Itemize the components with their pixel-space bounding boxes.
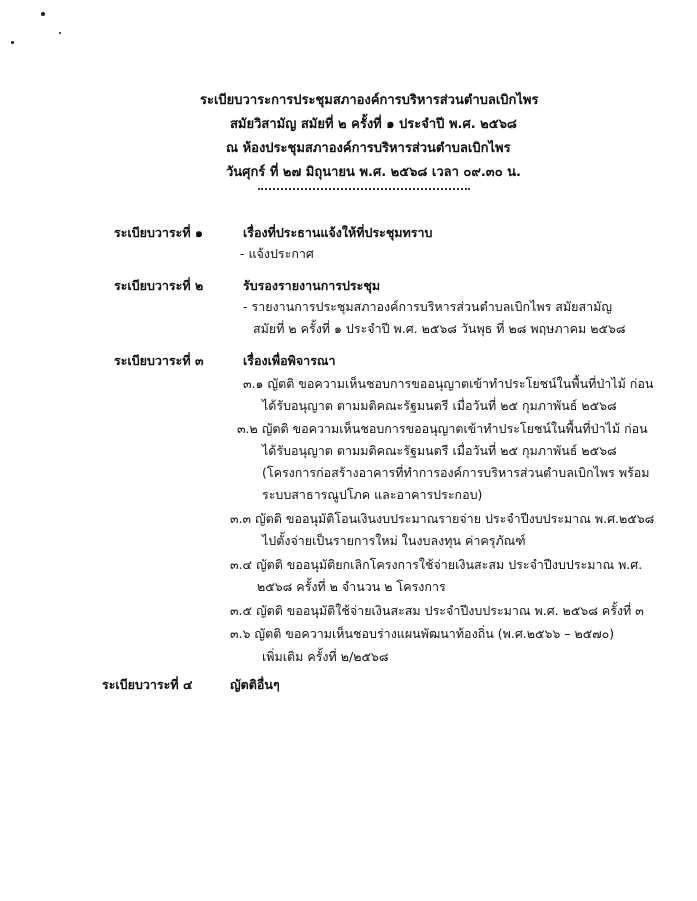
doc-title: ระเบียบวาระการประชุมสภาองค์การบริหารส่วนตำบลเบิกไพร	[200, 93, 539, 108]
agenda-4-title: ญัตติอื่นๆ	[230, 677, 280, 692]
agenda-2-line: - รายงานการประชุมสภาองค์การบริหารส่วนตำบลเบิกไพร สมัยสามัญ	[243, 299, 613, 314]
agenda-1-label: ระเบียบวาระที่ ๑	[114, 225, 203, 240]
agenda-2-label: ระเบียบวาระที่ ๒	[114, 278, 204, 293]
scan-speck	[41, 12, 45, 16]
agenda-1-title: เรื่องที่ประธานแจ้งให้ที่ประชุมทราบ	[243, 225, 433, 240]
session-line: สมัยวิสามัญ สมัยที่ ๒ ครั้งที่ ๑ ประจำปี พ.ศ. ๒๕๖๘	[230, 117, 517, 132]
agenda-3-item-3-3: ๓.๓ ญัตติ ขออนุมัติโอนเงินงบประมาณรายจ่าย ประจำปีงบประมาณ พ.ศ.๒๕๖๘	[230, 511, 655, 526]
agenda-3-item-3-2-cont: (โครงการก่อสร้างอาคารที่ทำการองค์การบริหารส่วนตำบลเบิกไพร พร้อม	[262, 465, 650, 480]
agenda-3-item-3-1: ๓.๑ ญัตติ ขอความเห็นชอบการขออนุญาตเข้าทำประโยชน์ในพื้นที่ป่าไม้ ก่อน	[243, 376, 654, 391]
agenda-2-line: สมัยที่ ๒ ครั้งที่ ๑ ประจำปี พ.ศ. ๒๕๖๘ วันพุธ ที่ ๒๘ พฤษภาคม ๒๕๖๘	[253, 321, 626, 336]
agenda-3-label: ระเบียบวาระที่ ๓	[114, 353, 204, 368]
agenda-2-title: รับรองรายงานการประชุม	[243, 278, 381, 293]
dotted-separator	[258, 186, 470, 190]
venue-line: ณ ห้องประชุมสภาองค์การบริหารส่วนตำบลเบิกไพร	[226, 141, 511, 156]
agenda-3-title: เรื่องเพื่อพิจารณา	[243, 353, 336, 368]
agenda-3-item-3-6-cont: เพิ่มเติม ครั้งที่ ๒/๒๕๖๘	[262, 649, 389, 664]
agenda-4-label: ระเบียบวาระที่ ๔	[102, 677, 193, 692]
agenda-3-item-3-3-cont: ไปตั้งจ่ายเป็นรายการใหม่ ในงบลงทุน ค่าครุภัณฑ์	[262, 533, 526, 548]
scan-speck	[11, 41, 14, 44]
agenda-3-item-3-5: ๓.๕ ญัตติ ขออนุมัติใช้จ่ายเงินสะสม ประจำปีงบประมาณ พ.ศ. ๒๕๖๘ ครั้งที่ ๓	[230, 603, 644, 618]
agenda-3-item-3-1-cont: ได้รับอนุญาต ตามมติคณะรัฐมนตรี เมื่อวันที่ ๒๕ กุมภาพันธ์ ๒๕๖๘	[262, 398, 617, 413]
scan-speck	[59, 32, 61, 34]
agenda-3-item-3-4: ๓.๔ ญัตติ ขออนุมัติยกเลิกโครงการใช้จ่ายเงินสะสม ประจำปีงบประมาณ พ.ศ.	[230, 557, 643, 572]
agenda-3-item-3-2: ๓.๒ ญัตติ ขอความเห็นชอบการขออนุญาตเข้าทำประโยชน์ในพื้นที่ป่าไม้ ก่อน	[237, 421, 648, 436]
agenda-3-item-3-6: ๓.๖ ญัตติ ขอความเห็นชอบร่างแผนพัฒนาท้องถิ่น (พ.ศ.๒๕๖๖ – ๒๕๗๐)	[230, 626, 615, 641]
agenda-3-item-3-4-cont: ๒๕๖๘ ครั้งที่ ๒ จำนวน ๒ โครงการ	[257, 579, 446, 594]
agenda-1-line: - แจ้งประกาศ	[240, 246, 314, 261]
agenda-3-item-3-2-cont: ได้รับอนุญาต ตามมติคณะรัฐมนตรี เมื่อวันที่ ๒๕ กุมภาพันธ์ ๒๕๖๘	[262, 443, 617, 458]
datetime-line: วันศุกร์ ที่ ๒๗ มิถุนายน พ.ศ. ๒๕๖๘ เวลา ๐๙.๓๐ น.	[226, 165, 521, 180]
agenda-3-item-3-2-cont: ระบบสาธารณูปโภค และอาคารประกอบ)	[262, 487, 483, 502]
